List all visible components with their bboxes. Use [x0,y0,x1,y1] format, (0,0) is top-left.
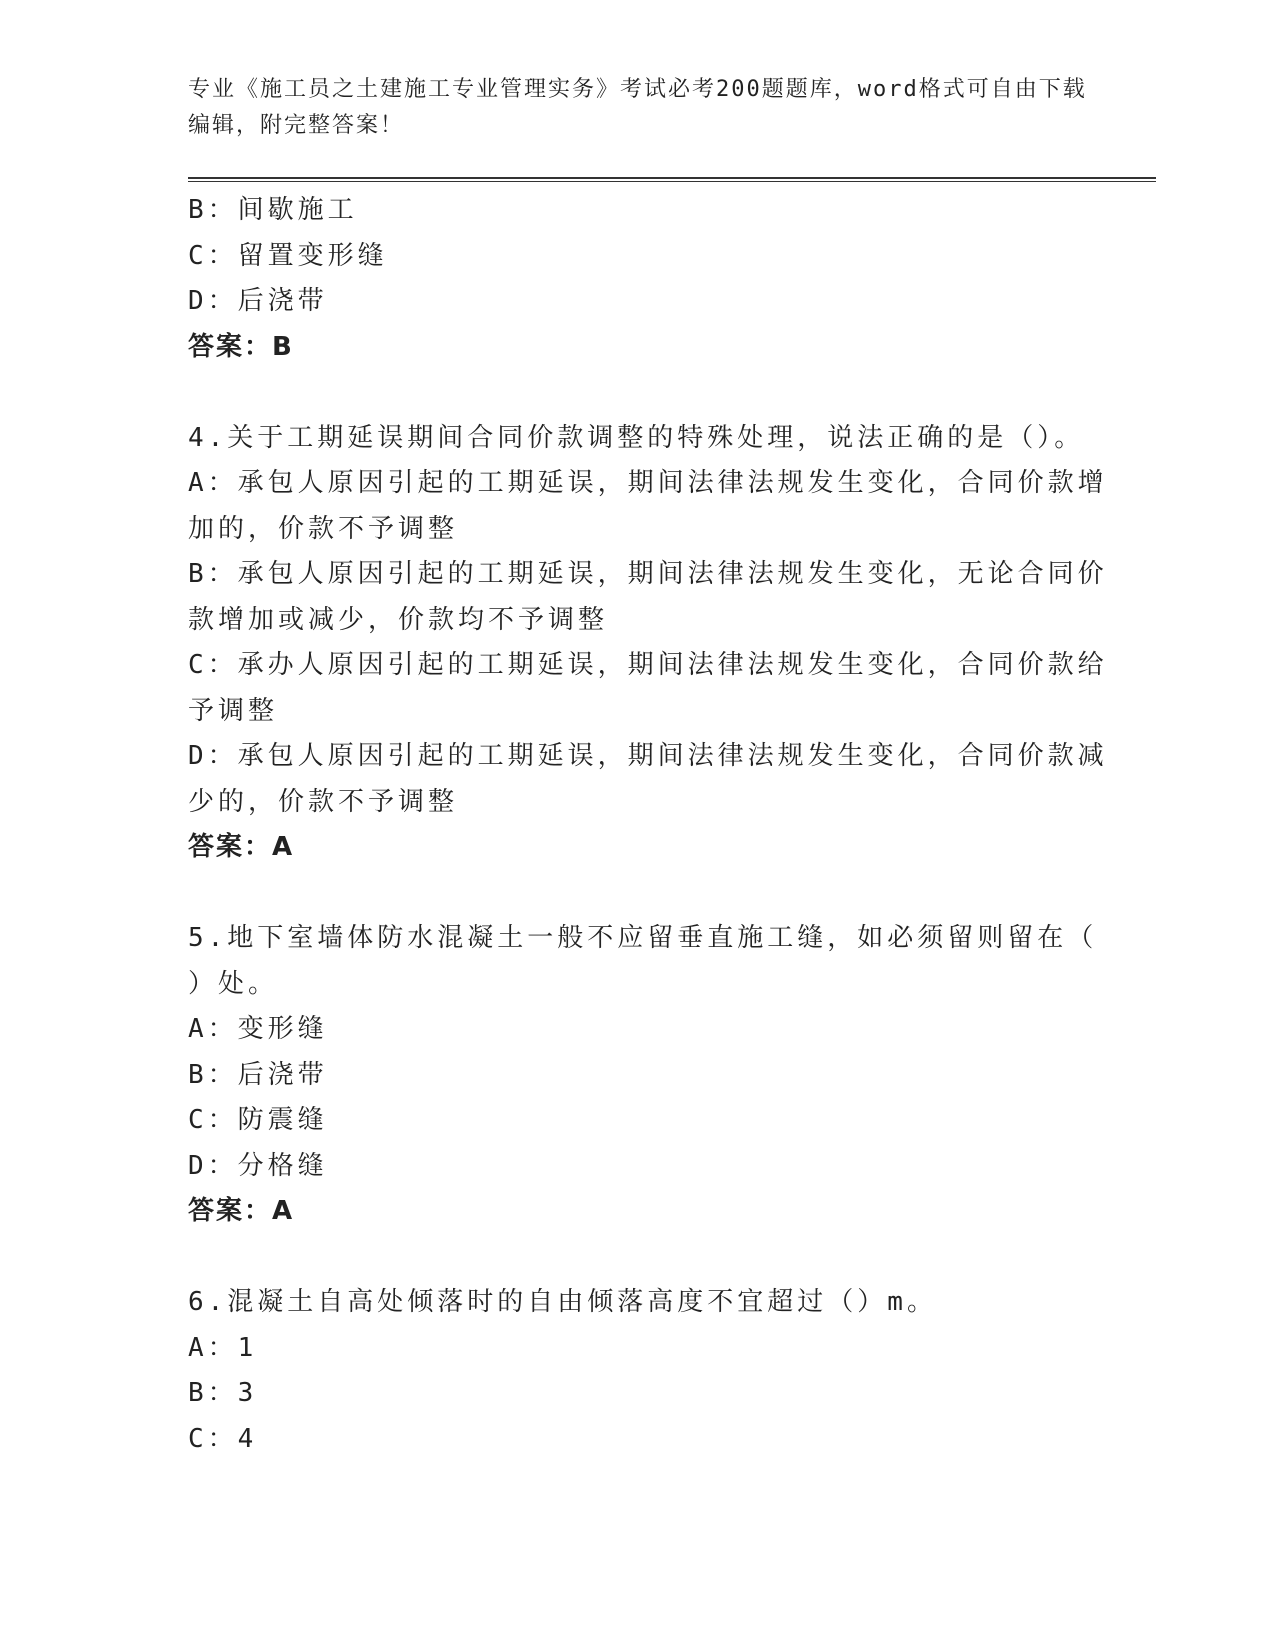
option-a-line-1: A：承包人原因引起的工期延误，期间法律法规发生变化，合同价款增 [188,468,1108,498]
option-a: A：1 [188,1332,258,1363]
question-text-line-2: ）处。 [188,968,279,999]
option-b: B：间歇施工 [188,195,358,225]
option-a-line-2: 加的，价款不予调整 [188,513,459,544]
answer-line: 答案：B [188,331,294,362]
spacer [188,871,1088,917]
option-d: D：分格缝 [188,1150,328,1181]
question-text: 6.混凝土自高处倾落时的自由倾落高度不宜超过（）m。 [188,1287,937,1317]
question-text-line-1: 5.地下室墙体防水混凝土一般不应留垂直施工缝，如必须留则留在（ [188,923,1098,953]
document-title: 专业《施工员之土建施工专业管理实务》考试必考200题题库，word格式可自由下载编辑，附完整答案！ [188,77,1087,138]
option-d-line-1: D：承包人原因引起的工期延误，期间法律法规发生变化，合同价款减 [188,741,1108,771]
answer-line: 答案：A [188,832,295,862]
question-6 [188,1280,1088,1462]
question-text: 4.关于工期延误期间合同价款调整的特殊处理，说法正确的是（）。 [188,422,1085,453]
question-list [188,188,1108,1462]
spacer [188,370,1088,416]
option-c: C：留置变形缝 [188,240,388,271]
option-c-line-2: 予调整 [188,695,279,726]
page-header [188,72,1088,144]
option-d-line-2: 少的，价款不予调整 [188,786,459,817]
question-3-continuation [188,188,1088,370]
option-d: D：后浇带 [188,286,328,316]
answer-line: 答案：A [188,1196,295,1226]
option-c-line-1: C：承办人原因引起的工期延误，期间法律法规发生变化，合同价款给 [188,650,1108,680]
option-b-line-1: B：承包人原因引起的工期延误，期间法律法规发生变化，无论合同价 [188,559,1108,589]
option-b: B：后浇带 [188,1059,328,1090]
question-5 [188,916,1098,1235]
option-b-line-2: 款增加或减少，价款均不予调整 [188,604,609,635]
question-4 [188,416,1108,871]
spacer [188,1235,1088,1281]
header-divider [188,177,1156,182]
option-a: A：变形缝 [188,1014,328,1044]
option-c: C：4 [188,1423,258,1454]
option-b: B：3 [188,1378,258,1408]
option-c: C：防震缝 [188,1105,328,1135]
